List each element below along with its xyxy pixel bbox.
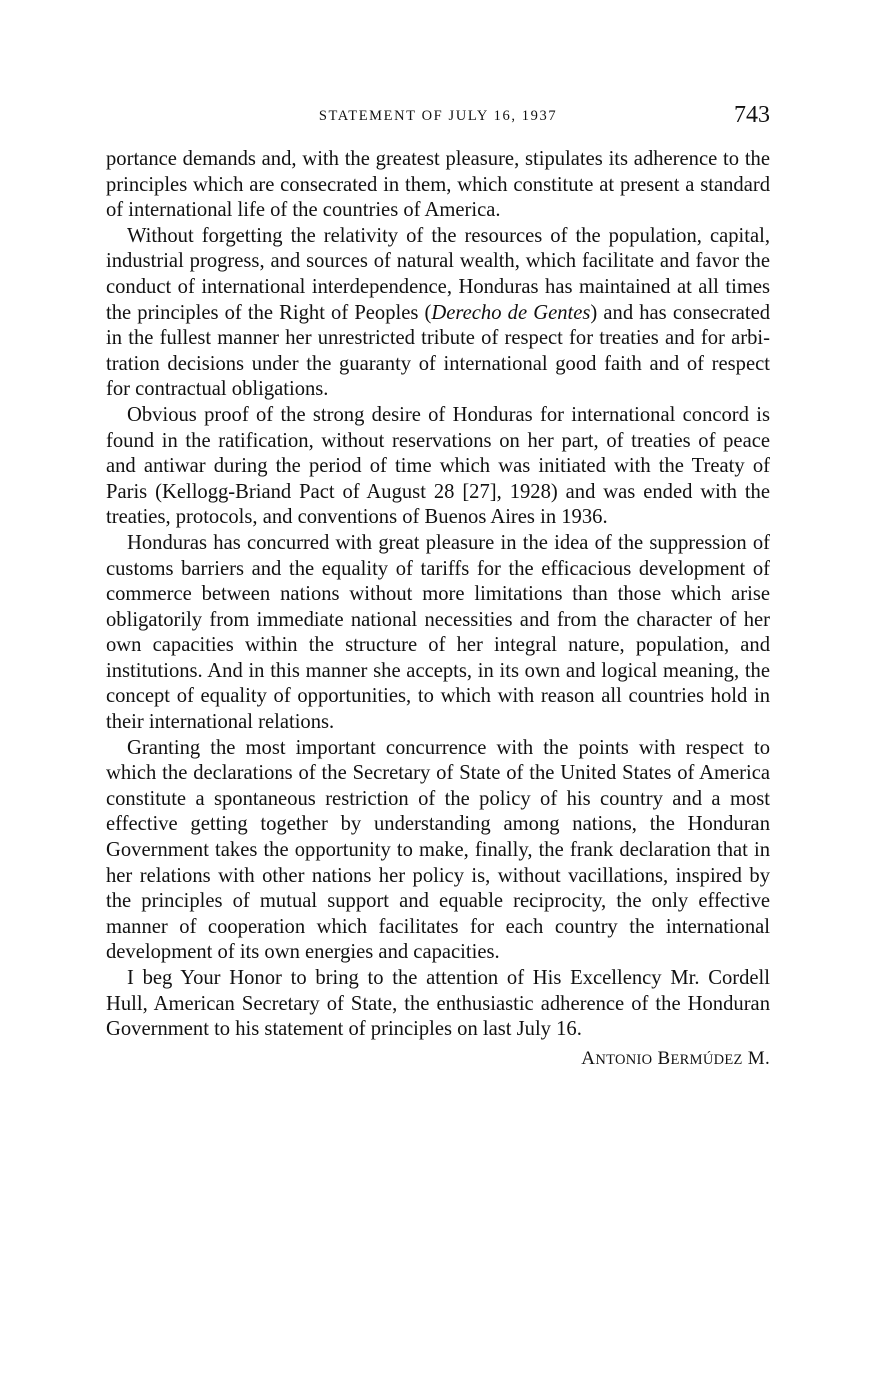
running-header bbox=[106, 104, 770, 134]
signature bbox=[106, 1046, 770, 1074]
body-text bbox=[106, 147, 770, 1073]
paragraph-right-of-peoples bbox=[106, 224, 770, 403]
paragraph-international-concord: Obvious proof of the strong desire of Honduras for international concord is found in the ratification, without reservations on her part, of treaties of peace and antiwar during the period of time which was initiated with the Treaty of Paris (Kellogg-Briand Pact of August 28 [27], 1928) and was ended with the treaties, protocols, and conventions of Buenos Aires in 1936. bbox=[106, 403, 770, 529]
paragraph-text: Without forgetting the relativity of the resources of the population, capital, industrial progress, and sources of natural wealth, which facilitate and favor the conduct of international interdependence, Honduras has maintained at all times the principles of the Right of Peoples ( bbox=[106, 224, 770, 324]
italic-term: Derecho de Gentes bbox=[431, 301, 591, 324]
paragraph-concurrence: Granting the most important concurrence with the points with respect to which the declarations of the Secretary of State of the United States of America constitute a spontaneous restriction of the policy of his country and a most effective getting together by understanding among nations, the Honduran Government takes the opportunity to make, finally, the frank declaration that in her relations with other nations her policy is, without vacillations, inspired by the principles of mutual support and equable reciprocity, the only effective manner of cooperation which facilitates for each country the international development of its own energies and capacities. bbox=[106, 736, 770, 964]
running-title: STATEMENT OF JULY 16, 1937 bbox=[318, 108, 558, 124]
paragraph-closing: I beg Your Honor to bring to the attention of His Excellency Mr. Cordell Hull, American Secretary of State, the enthusiastic adherence of the Honduran Government to his statement of principles on last July 16. bbox=[106, 967, 770, 1041]
signature-first-initial: A bbox=[581, 1047, 596, 1069]
signature-suffix: M. bbox=[747, 1047, 770, 1069]
paragraph-customs-barriers: Honduras has concurred with great pleasure in the idea of the suppression of customs barriers and the equality of tariffs for the efficacious development of commerce between nations without more limitations than those which arise obligatorily from immediate national necessities and from the character of her own capacities within the structure of her integral nature, population, and institutions. And in this manner she accepts, in its own and logical meaning, the concept of equality of opportunities, to which with reason all countries hold in their international relations. bbox=[106, 531, 770, 734]
paragraph-continuation: portance demands and, with the greatest pleasure, stipulates its adherence to the principles which are consecrated in them, which constitute at present a standard of international life of the countries of America. bbox=[106, 148, 770, 222]
signature-last-rest: ERMÚDEZ bbox=[670, 1051, 743, 1068]
paragraph-text: ) and has consecrated in the fullest manner her unrestricted tribute of respect for treaties and for arbitration decisions under the guaranty of international good faith and of respect for contractual obligations. bbox=[106, 301, 771, 401]
page-number: 743 bbox=[734, 102, 770, 128]
signature-last-initial: B bbox=[657, 1047, 671, 1069]
signature-first-rest: NTONIO bbox=[595, 1051, 653, 1068]
